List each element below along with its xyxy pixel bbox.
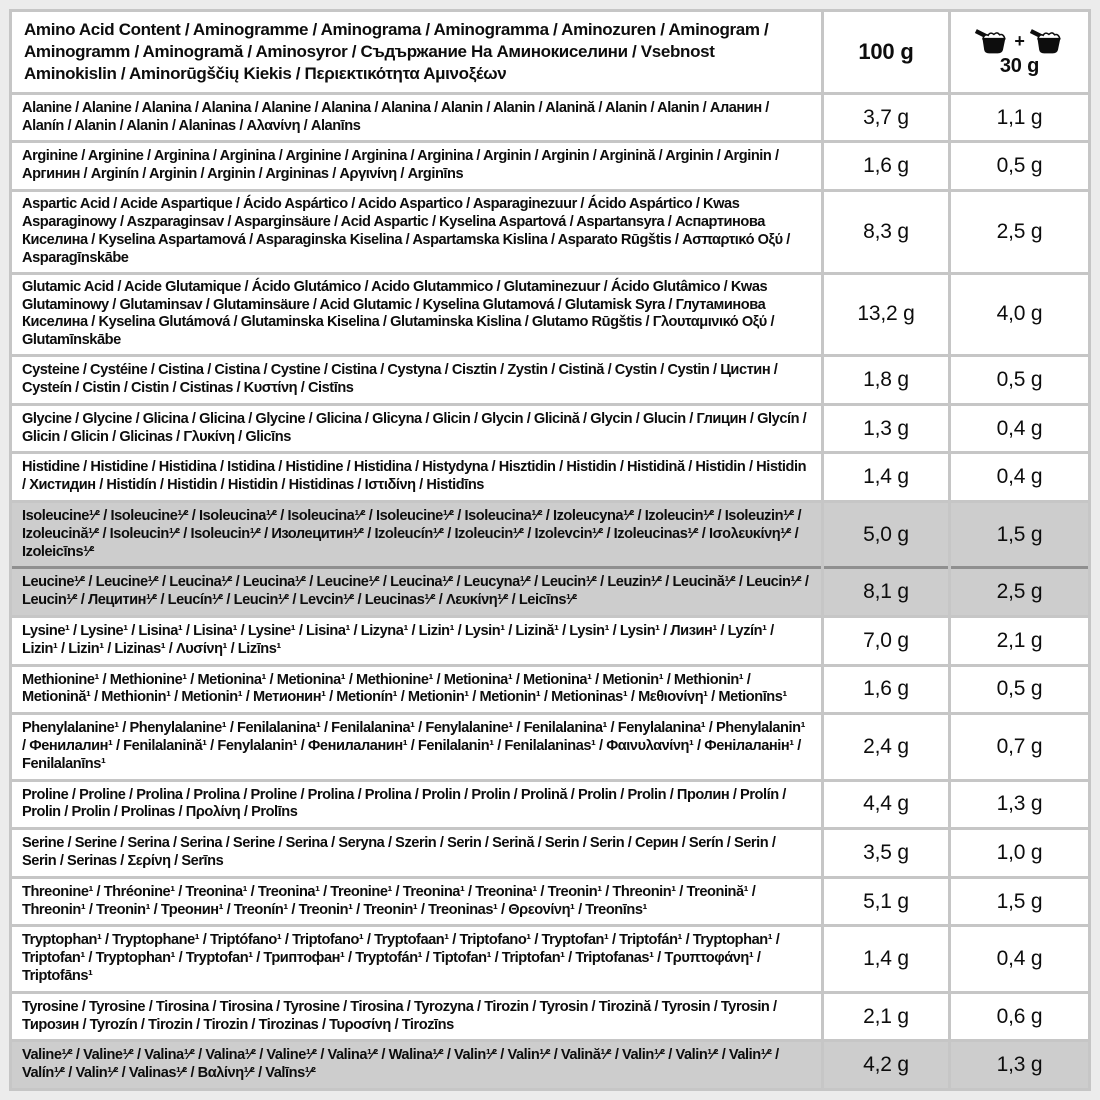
value-per-30g-cell: 0,4 g bbox=[951, 406, 1088, 452]
amino-acid-names-cell: Threonine¹ / Thréonine¹ / Treonina¹ / Treonina¹ / Treonine¹ / Treonina¹ / Treonina¹ / Treonin¹ / Threonin¹ / Treonină¹ / Threonin¹ / Treonin¹ / Треонин¹ / Treonín¹ / Treonin¹ / Treonin¹ / Treoninas¹ / Θρεονίνη¹ / Treonīns¹ bbox=[12, 879, 821, 925]
amino-acid-table bbox=[9, 9, 1091, 1091]
value-per-30g-cell: 2,5 g bbox=[951, 569, 1088, 615]
column-header-30g-label: 30 g bbox=[999, 54, 1040, 77]
value-per-30g-cell: 0,5 g bbox=[951, 667, 1088, 713]
value-per-100g-cell: 2,1 g bbox=[824, 994, 948, 1040]
value-per-30g-cell: 0,4 g bbox=[951, 927, 1088, 990]
amino-acid-names-cell: Tyrosine / Tyrosine / Tirosina / Tirosina / Tyrosine / Tirosina / Tyrozyna / Tirozin / Tyrosin / Tirozină / Tyrosin / Tyrosin / Тирозин / Tyrozín / Tirozin / Tirozin / Tirozinas / Τυροσίνη / Tirozīns bbox=[12, 994, 821, 1040]
value-per-100g-cell: 1,4 g bbox=[824, 927, 948, 990]
scoop-icon bbox=[1028, 28, 1066, 55]
scoop-icon bbox=[973, 28, 1011, 55]
value-per-30g-cell: 2,5 g bbox=[951, 192, 1088, 272]
value-per-30g-cell: 0,4 g bbox=[951, 454, 1088, 500]
amino-acid-names-cell: Methionine¹ / Methionine¹ / Metionina¹ / Metionina¹ / Methionine¹ / Metionina¹ / Metionina¹ / Metionin¹ / Methionin¹ / Metionină¹ / Methionin¹ / Metionin¹ / Метионин¹ / Metionín¹ / Metionin¹ / Metionin¹ / Metioninas¹ / Μεθιονίνη¹ / Metionīns¹ bbox=[12, 667, 821, 713]
amino-acid-names-cell: Arginine / Arginine / Arginina / Arginina / Arginine / Arginina / Arginina / Arginin / Arginin / Arginină / Arginin / Arginin / Аргинин / Arginín / Arginin / Arginin / Argininas / Αργινίνη / Arginīns bbox=[12, 143, 821, 189]
value-per-100g-cell: 5,1 g bbox=[824, 879, 948, 925]
value-per-100g-cell: 8,3 g bbox=[824, 192, 948, 272]
value-per-30g-cell: 1,1 g bbox=[951, 95, 1088, 141]
column-header-30g bbox=[951, 12, 1088, 92]
value-per-100g-cell: 1,6 g bbox=[824, 143, 948, 189]
amino-acid-names-cell: Lysine¹ / Lysine¹ / Lisina¹ / Lisina¹ / Lysine¹ / Lisina¹ / Lizyna¹ / Lizin¹ / Lysin¹ / Lizină¹ / Lysin¹ / Lysin¹ / Лизин¹ / Lyzín¹ / Lizin¹ / Lizin¹ / Lizinas¹ / Λυσίνη¹ / Lizīns¹ bbox=[12, 618, 821, 664]
value-per-30g-cell: 2,1 g bbox=[951, 618, 1088, 664]
value-per-30g-cell: 1,3 g bbox=[951, 1042, 1088, 1088]
amino-acid-names-cell: Aspartic Acid / Acide Aspartique / Ácido Aspártico / Acido Aspartico / Asparaginezuur / Ácido Aspártico / Kwas Asparaginowy / Aszparaginsav / Asparginsäure / Acid Aspartic / Kyselina Aspartová / Aspartansyra / Аспартинова Киселина / Kyselina Aspartamová / Asparaginska Kiselina / Aspartamska Kislina / Asparato Rūgštis / Ασπαρτικό Οξύ / Asparagīnskābe bbox=[12, 192, 821, 272]
value-per-100g-cell: 3,7 g bbox=[824, 95, 948, 141]
amino-acid-names-cell: Phenylalanine¹ / Phenylalanine¹ / Fenilalanina¹ / Fenilalanina¹ / Fenylalanine¹ / Fenilalanina¹ / Fenylalanina¹ / Phenylalanin¹ / Фенилалин¹ / Fenilalanină¹ / Fenylalanin¹ / Фенилаланин¹ / Fenilalanin¹ / Fenilalaninas¹ / Φαινυλανίνη¹ / Фенілаланін¹ / Fenilalanīns¹ bbox=[12, 715, 821, 778]
value-per-100g-cell: 8,1 g bbox=[824, 569, 948, 615]
value-per-100g-cell: 1,4 g bbox=[824, 454, 948, 500]
value-per-30g-cell: 1,0 g bbox=[951, 830, 1088, 876]
value-per-100g-cell: 5,0 g bbox=[824, 503, 948, 566]
amino-acid-names-cell: Tryptophan¹ / Tryptophane¹ / Triptófano¹ / Triptofano¹ / Tryptofaan¹ / Triptofano¹ / Tryptofan¹ / Triptofán¹ / Tryptophan¹ / Triptofan¹ / Tryptophan¹ / Tryptofan¹ / Триптофан¹ / Tryptofán¹ / Tiptofan¹ / Triptofan¹ / Triptofanas¹ / Τρυπτοφάνη¹ / Triptofāns¹ bbox=[12, 927, 821, 990]
value-per-30g-cell: 0,5 g bbox=[951, 357, 1088, 403]
scoops-row bbox=[973, 28, 1065, 55]
value-per-100g-cell: 1,3 g bbox=[824, 406, 948, 452]
value-per-100g-cell: 7,0 g bbox=[824, 618, 948, 664]
amino-acid-names-cell: Glutamic Acid / Acide Glutamique / Ácido Glutámico / Acido Glutammico / Glutaminezuur / Ácido Glutâmico / Kwas Glutaminowy / Glutaminsav / Glutaminsäure / Acid Glutamic / Kyselina Glutamová / Glutamisk Syra / Глутаминова Киселина / Kyselina Glutámová / Glutaminska Kiselina / Glutaminska Kislina / Glutamo Rūgštis / Γλουταμινικό Οξύ / Glutamīnskābe bbox=[12, 275, 821, 355]
amino-acid-names-cell: Glycine / Glycine / Glicina / Glicina / Glycine / Glicina / Glicyna / Glicin / Glycin / Glicină / Glycin / Glucin / Глицин / Glycín / Glicin / Glicin / Glicinas / Γλυκίνη / Glicīns bbox=[12, 406, 821, 452]
value-per-30g-cell: 1,5 g bbox=[951, 503, 1088, 566]
value-per-100g-cell: 4,2 g bbox=[824, 1042, 948, 1088]
table-title: Amino Acid Content / Aminogramme / Aminograma / Aminogramma / Aminozuren / Aminogram / Aminogramm / Aminogramă / Aminosyror / Съдържание На Аминокиселини / Vsebnost Aminokislin / Aminorūgščių Kiekis / Περιεκτικότητα Αμινοξέων bbox=[12, 12, 821, 92]
value-per-30g-cell: 0,5 g bbox=[951, 143, 1088, 189]
amino-acid-names-cell: Alanine / Alanine / Alanina / Alanina / Alanine / Alanina / Alanina / Alanin / Alanin / Alanină / Alanin / Alanin / Аланин / Alanín / Alanin / Alanin / Alaninas / Αλανίνη / Alanīns bbox=[12, 95, 821, 141]
value-per-30g-cell: 4,0 g bbox=[951, 275, 1088, 355]
amino-acid-names-cell: Histidine / Histidine / Histidina / Istidina / Histidine / Histidina / Histydyna / Hisztidin / Histidin / Histidină / Histidin / Histidin / Хистидин / Histidín / Histidin / Histidin / Histidinas / Ιστιδίνη / Histidīns bbox=[12, 454, 821, 500]
value-per-100g-cell: 1,6 g bbox=[824, 667, 948, 713]
amino-acid-names-cell: Cysteine / Cystéine / Cistina / Cistina / Cystine / Cistina / Cystyna / Cisztin / Zystin / Cistină / Cystin / Cystin / Цистин / Cysteín / Cistin / Cistin / Cistinas / Κυστίνη / Cistīns bbox=[12, 357, 821, 403]
value-per-30g-cell: 0,7 g bbox=[951, 715, 1088, 778]
plus-sign: + bbox=[1014, 31, 1025, 52]
amino-acid-names-cell: Valine¹⁄² / Valine¹⁄² / Valina¹⁄² / Valina¹⁄² / Valine¹⁄² / Valina¹⁄² / Walina¹⁄² / Valin¹⁄² / Valin¹⁄² / Valină¹⁄² / Valin¹⁄² / Valin¹⁄² / Valin¹⁄² / Valín¹⁄² / Valin¹⁄² / Valinas¹⁄² / Βαλίνη¹⁄² / Valīns¹⁄² bbox=[12, 1042, 821, 1088]
value-per-100g-cell: 1,8 g bbox=[824, 357, 948, 403]
value-per-100g-cell: 2,4 g bbox=[824, 715, 948, 778]
amino-acid-names-cell: Leucine¹⁄² / Leucine¹⁄² / Leucina¹⁄² / Leucina¹⁄² / Leucine¹⁄² / Leucina¹⁄² / Leucyna¹⁄² / Leucin¹⁄² / Leuzin¹⁄² / Leucină¹⁄² / Leucin¹⁄² / Leucin¹⁄² / Лецитин¹⁄² / Leucín¹⁄² / Leucin¹⁄² / Levcin¹⁄² / Leucinas¹⁄² / Λευκίνη¹⁄² / Leicīns¹⁄² bbox=[12, 569, 821, 615]
amino-acid-names-cell: Isoleucine¹⁄² / Isoleucine¹⁄² / Isoleucina¹⁄² / Isoleucina¹⁄² / Isoleucine¹⁄² / Isoleucina¹⁄² / Izoleucyna¹⁄² / Izoleucin¹⁄² / Isoleuzin¹⁄² / Izoleucină¹⁄² / Isoleucin¹⁄² / Isoleucin¹⁄² / Изолецитин¹⁄² / Izoleucín¹⁄² / Izoleucin¹⁄² / Izolevcin¹⁄² / Izoleucinas¹⁄² / Ισολευκίνη¹⁄² / Izoleicīns¹⁄² bbox=[12, 503, 821, 566]
value-per-30g-cell: 1,5 g bbox=[951, 879, 1088, 925]
value-per-30g-cell: 0,6 g bbox=[951, 994, 1088, 1040]
column-header-100g: 100 g bbox=[824, 12, 948, 92]
amino-acid-names-cell: Serine / Serine / Serina / Serina / Serine / Serina / Seryna / Szerin / Serin / Serină / Serin / Serin / Серин / Serín / Serin / Serin / Serinas / Σερίνη / Serīns bbox=[12, 830, 821, 876]
value-per-100g-cell: 4,4 g bbox=[824, 782, 948, 828]
amino-acid-names-cell: Proline / Proline / Prolina / Prolina / Proline / Prolina / Prolina / Prolin / Prolin / Prolină / Prolin / Prolin / Пролин / Prolín / Prolin / Prolin / Prolinas / Προλίνη / Prolīns bbox=[12, 782, 821, 828]
value-per-100g-cell: 3,5 g bbox=[824, 830, 948, 876]
value-per-100g-cell: 13,2 g bbox=[824, 275, 948, 355]
value-per-30g-cell: 1,3 g bbox=[951, 782, 1088, 828]
